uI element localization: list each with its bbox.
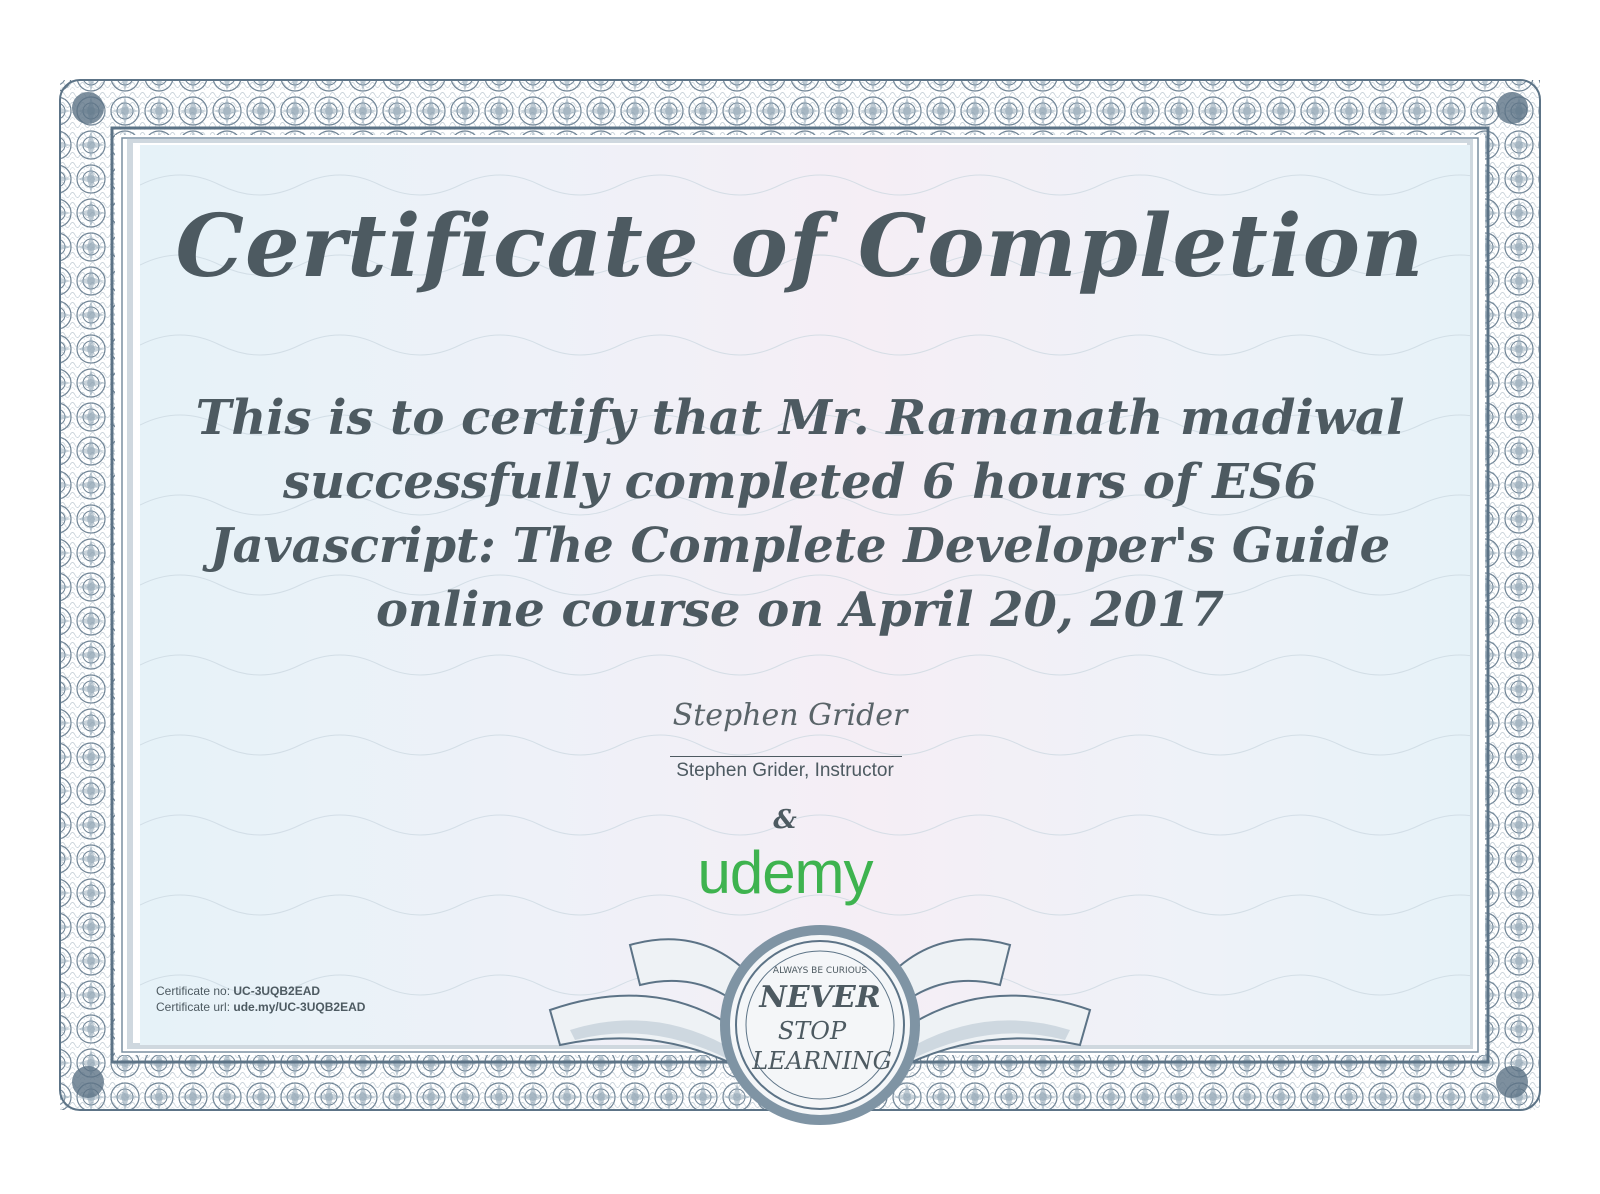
certificate-meta: [156, 983, 365, 1015]
certificate-url-value: ude.my/UC-3UQB2EAD: [233, 1000, 366, 1014]
seal-never: NEVER: [759, 980, 881, 1015]
certificate-number-row: [156, 983, 365, 999]
certification-statement: This is to certify that Mr. Ramanath madiwal successfully completed 6 hours of ES6 Javascript: The Complete Developer's Guide online course on April 20, 2017: [195, 390, 1405, 638]
seal-top-text: ALWAYS BE CURIOUS: [772, 966, 868, 976]
signature-line: [670, 756, 902, 757]
seal-learning: LEARNING: [752, 1047, 892, 1075]
certificate-url-label: Certificate url:: [156, 1000, 231, 1014]
ampersand: &: [773, 805, 797, 835]
udemy-logo: udemy: [697, 839, 873, 906]
seal-stop: STOP: [777, 1017, 847, 1045]
certificate-number-label: Certificate no:: [156, 984, 231, 998]
never-stop-learning-seal: [530, 915, 1110, 1160]
certificate-title: Certificate of Completion: [175, 196, 1425, 297]
instructor-label: Stephen Grider, Instructor: [676, 760, 894, 781]
instructor-signature: Stephen Grider: [672, 698, 908, 733]
certificate-number-value: UC-3UQB2EAD: [233, 984, 321, 998]
certificate-url-row: [156, 999, 365, 1015]
